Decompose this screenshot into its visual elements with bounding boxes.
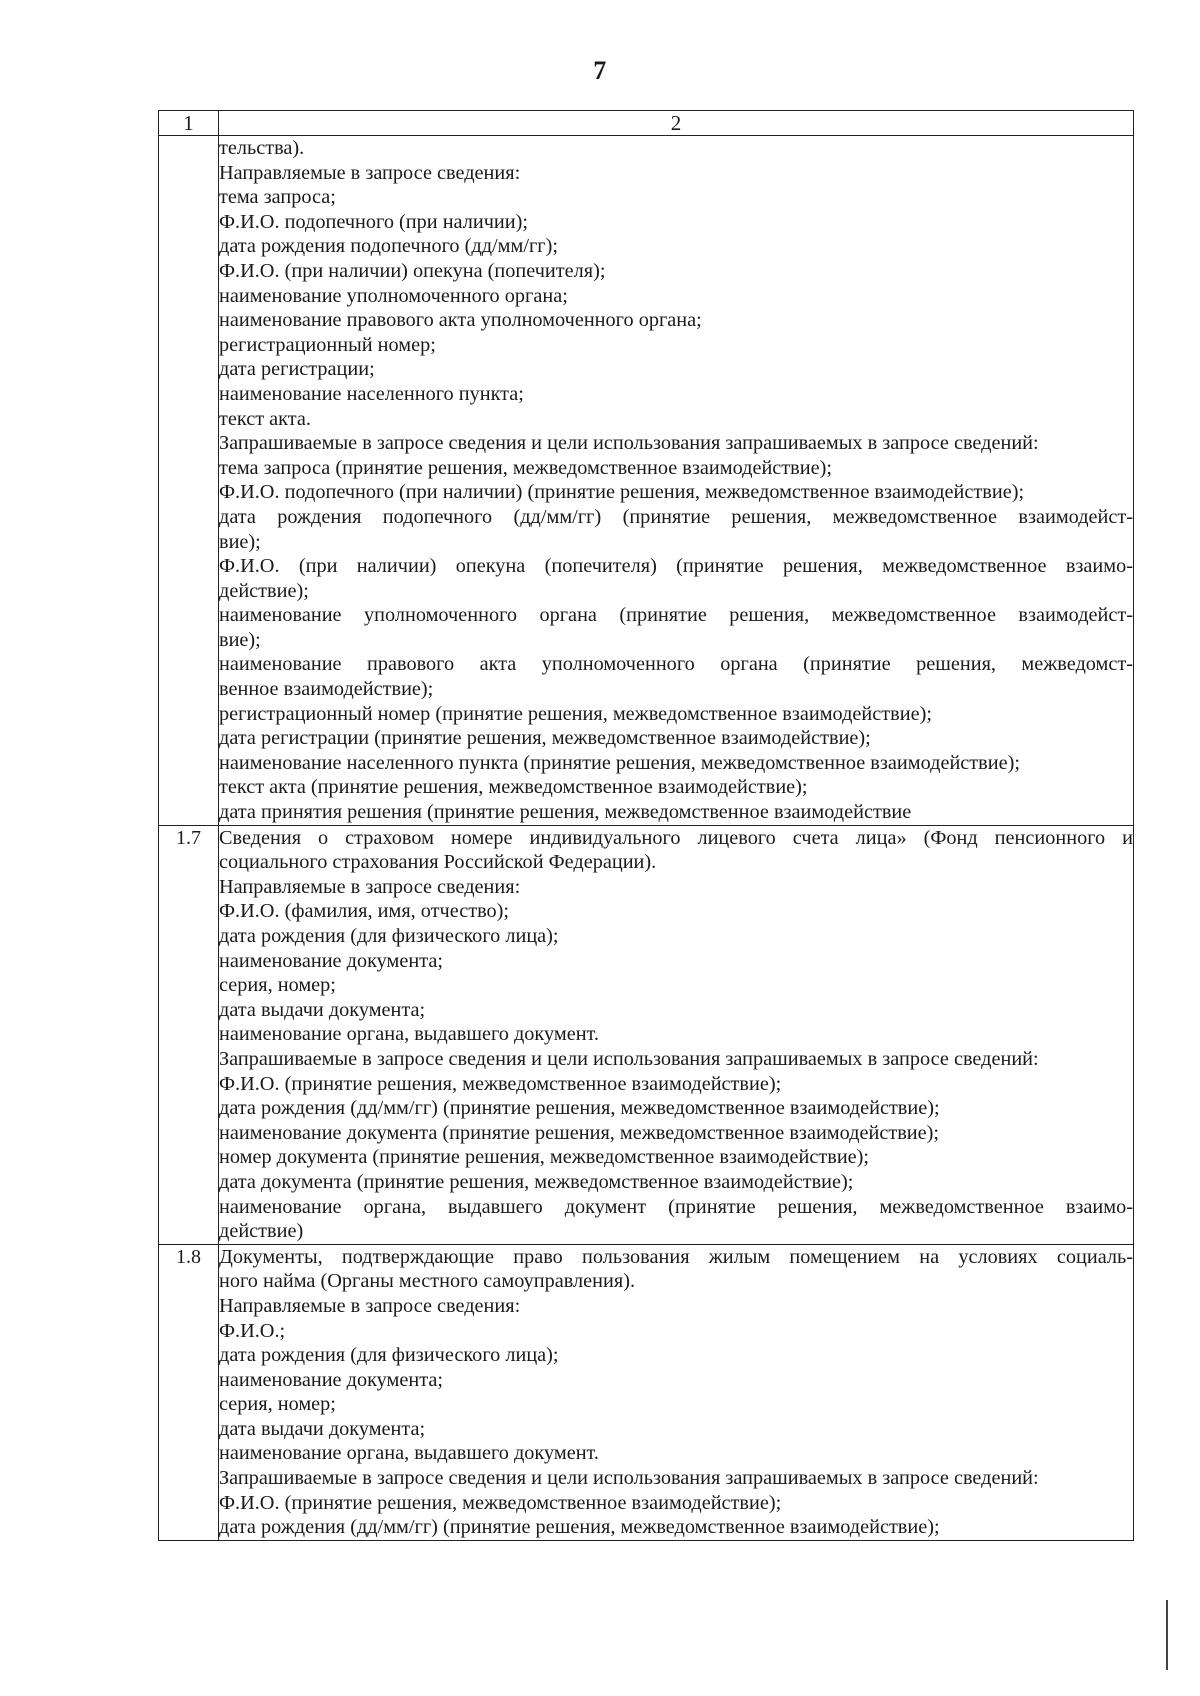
header-column-2: 2 [219,111,1134,136]
text-line: действие); [219,579,309,602]
text-line: регистрационный номер; [219,333,436,356]
text-line: Направляемые в запросе сведения: [219,875,521,898]
text-line: дата принятия решения (принятие решения, межведомственное взаимодействие [219,801,912,824]
text-line: Запрашиваемые в запросе сведения и цели использования запрашиваемых в запросе сведений: [219,1047,1039,1070]
text-line: текст акта (принятие решения, межведомственное взаимодействие); [219,776,808,799]
table-row [159,136,1134,826]
text-line: дата рождения (для физического лица); [219,925,559,947]
text-line: тельства). [219,137,305,159]
text-line: Сведения о страховом номере индивидуального лицевого счета лица» (Фонд пенсионного и [219,826,1133,849]
text-line: тема запроса (принятие решения, межведомственное взаимодействие); [219,456,832,479]
text-line: Документы, подтверждающие право пользования жилым помещением на условиях социаль- [219,1245,1133,1268]
text-line: дата документа (принятие решения, межведомственное взаимодействие); [219,1170,854,1193]
text-line: Запрашиваемые в запросе сведения и цели использования запрашиваемых в запросе сведений: [219,432,1039,455]
text-line: дата рождения (дд/мм/гг) (принятие решения, межведомственное взаимодействие); [219,1097,940,1120]
text-line: дата выдачи документа; [219,1417,426,1440]
text-line: наименование населенного пункта (принятие решения, межведомственное взаимодействие); [219,751,1020,774]
row-description [219,136,1134,826]
text-line: Ф.И.О. (при наличии) опекуна (попечителя); [219,259,606,282]
text-line: вие); [219,530,261,553]
text-line: вие); [219,628,261,651]
row-description [219,1244,1134,1540]
text-line: наименование органа, выдавшего документ. [219,1023,599,1046]
text-line: номер документа (принятие решения, межведомственное взаимодействие); [219,1146,870,1169]
table-row [159,1244,1134,1540]
text-line: дата регистрации; [219,358,375,381]
text-line: наименование уполномоченного органа (принятие решения, межведомственное взаимодейст- [219,604,1133,627]
text-line: наименование органа, выдавшего документ. [219,1442,599,1465]
text-line: наименование правового акта уполномоченного органа; [219,309,702,332]
text-line: наименование документа; [219,949,443,972]
row-number: 1.7 [159,825,219,1244]
text-line: венное взаимодействие); [219,678,434,701]
text-line: Ф.И.О. (при наличии) опекуна (попечителя) (принятие решения, межведомственное взаимо- [219,555,1133,578]
table-row [159,825,1134,1244]
text-line: наименование населенного пункта; [219,382,524,405]
text-line: дата рождения подопечного (дд/мм/гг) (принятие решения, межведомственное взаимодейст- [219,505,1133,528]
text-line: Направляемые в запросе сведения: [219,1294,521,1317]
text-line: наименование уполномоченного органа; [219,284,568,307]
text-line: действие) [219,1220,304,1243]
text-line: дата рождения подопечного (дд/мм/гг); [219,235,558,258]
scan-margin-mark [1166,1600,1168,1670]
text-line: дата регистрации (принятие решения, межведомственное взаимодействие); [219,727,871,750]
row-number [159,136,219,826]
page-number: 7 [593,56,607,85]
text-line: Ф.И.О.; [219,1319,286,1342]
text-line: регистрационный номер (принятие решения, межведомственное взаимодействие); [219,702,932,725]
row-number: 1.8 [159,1244,219,1540]
text-line: Ф.И.О. (принятие решения, межведомственное взаимодействие); [219,1072,782,1095]
text-line: текст акта. [219,407,311,430]
text-line: Ф.И.О. (фамилия, имя, отчество); [219,900,510,923]
text-line: Запрашиваемые в запросе сведения и цели использования запрашиваемых в запросе сведений: [219,1467,1039,1490]
text-line: социального страхования Российской Федерации). [219,851,657,874]
text-line: Ф.И.О. (принятие решения, межведомственное взаимодействие); [219,1491,782,1514]
header-column-1: 1 [159,111,219,136]
row-description [219,825,1134,1244]
text-line: наименование правового акта уполномоченного органа (принятие решения, межведомст- [219,653,1133,676]
text-line: серия, номер; [219,1393,336,1416]
text-line: ного найма (Органы местного самоуправления). [219,1270,636,1293]
text-line: наименование документа; [219,1368,443,1391]
text-line: дата рождения (дд/мм/гг) (принятие решения, межведомственное взаимодействие); [219,1516,940,1539]
text-line: наименование документа (принятие решения, межведомственное взаимодействие); [219,1121,940,1144]
text-line: дата рождения (для физического лица); [219,1344,559,1367]
text-line: Ф.И.О. подопечного (при наличии) (принятие решения, межведомственное взаимодействие); [219,481,1025,504]
text-line: Направляемые в запросе сведения: [219,161,521,184]
table-body [159,136,1134,1541]
text-line: дата выдачи документа; [219,998,426,1021]
table-header-row [159,111,1134,136]
text-line: Ф.И.О. подопечного (при наличии); [219,210,529,233]
text-line: тема запроса; [219,186,336,209]
requests-table [158,110,1134,1541]
text-line: серия, номер; [219,974,336,997]
text-line: наименование органа, выдавшего документ (принятие решения, межведомственное взаимо- [219,1195,1133,1218]
